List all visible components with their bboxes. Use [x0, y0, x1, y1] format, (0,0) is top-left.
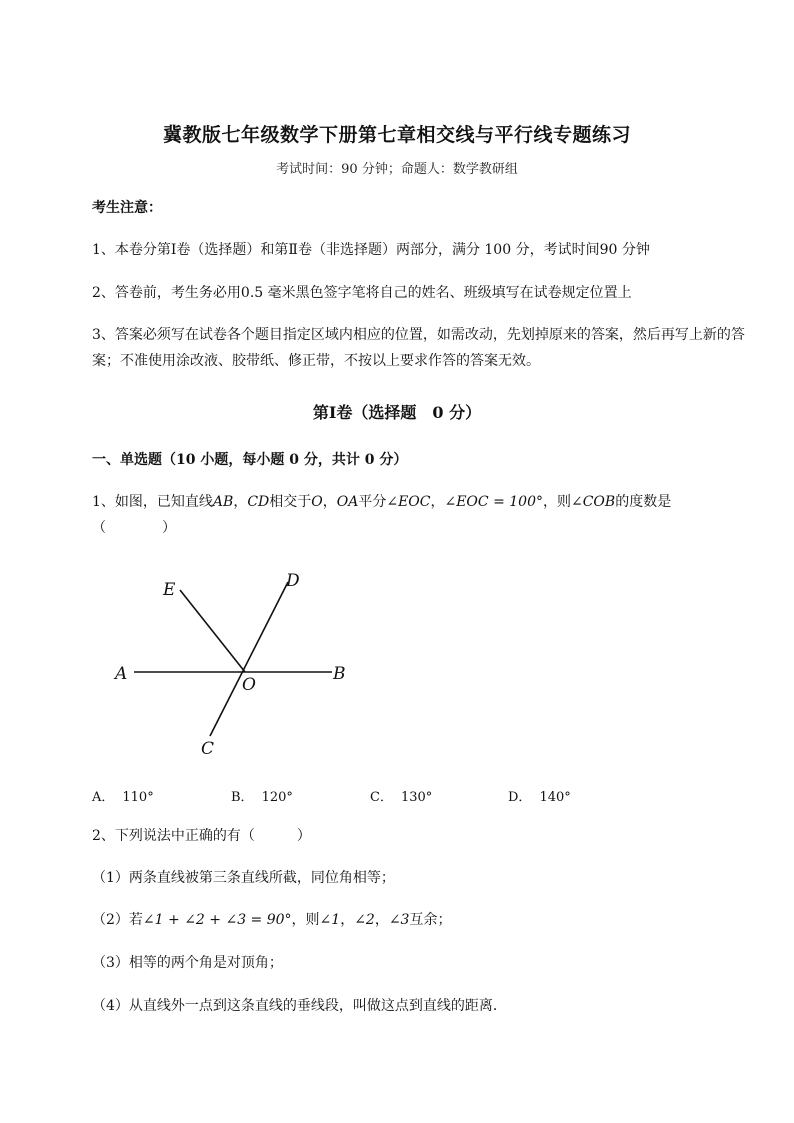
q1-text-5: 的度数是 [615, 494, 672, 510]
q1-option-a-label: A． [92, 790, 115, 805]
q1-option-b-value: 120° [261, 790, 293, 805]
label-a: A [115, 664, 128, 684]
q1-text-4: ，则 [542, 494, 571, 510]
q2-statement-3: （3）相等的两个角是对顶角； [92, 955, 283, 971]
label-b: B [333, 664, 346, 684]
q1-ray-oa: OA [336, 494, 359, 510]
q1-option-c-value: 130° [400, 790, 433, 805]
page-title: 冀教版七年级数学下册第七章相交线与平行线专题练习 [162, 124, 631, 146]
notice-item-3: 3、答案必须写在试卷各个题目指定区域内相应的位置，如需改动，先划掉原来的答案，然后再写上新的答案；不准使用涂改液、胶带纸、修正带，不按以上要求作答的答案无效。 [92, 327, 745, 369]
q2-s2-comma-2: ， [374, 912, 389, 928]
q2-statement-2 [92, 910, 451, 930]
q2-s2-prefix: （2）若 [92, 912, 143, 928]
part-title: 一、单选题（10 小题，每小题 0 分，共计 0 分） [92, 452, 408, 468]
q1-option-d[interactable] [508, 786, 571, 805]
q1-sep-2: ， [322, 494, 337, 510]
section-title: 第Ⅰ卷（选择题 0 分） [312, 403, 482, 422]
q1-text-1: 1、如图，已知直线 [92, 494, 213, 510]
q2-s2-suffix: 互余； [409, 912, 452, 928]
q1-sep-1: ， [233, 494, 248, 510]
question-1-answer-paren: （ ） [92, 520, 176, 536]
q2-s2-angle-3: ∠3 [388, 912, 410, 928]
q1-text-3: 平分 [358, 494, 387, 510]
notice-heading: 考生注意： [92, 200, 162, 216]
question-1-stem [92, 492, 671, 512]
q1-line-cd: CD [247, 494, 270, 510]
q2-s2-mid: ，则 [291, 912, 320, 928]
q1-angle-eoc-value: ∠EOC = 100° [444, 494, 543, 510]
ray-oe [180, 590, 245, 672]
q1-option-d-value: 140° [539, 790, 571, 805]
label-o: O [242, 675, 256, 695]
q1-option-a-value: 110° [122, 790, 154, 805]
q2-statement-4: （4）从直线外一点到这条直线的垂线段，叫做这点到直线的距离． [92, 998, 507, 1014]
q1-option-b-label: B． [231, 790, 254, 805]
q2-s2-comma-1: ， [340, 912, 355, 928]
line-cd [210, 582, 288, 736]
q1-line-ab: AB [212, 494, 234, 510]
q1-angle-cob: ∠COB [570, 494, 616, 510]
q1-point-o: O [311, 494, 323, 510]
question-1-figure [100, 560, 370, 770]
q1-option-c[interactable] [370, 786, 432, 805]
notice-item-1: 1、本卷分第Ⅰ卷（选择题）和第Ⅱ卷（非选择题）两部分，满分 100 分，考试时间90 分钟 [92, 242, 650, 258]
q1-angle-eoc: ∠EOC [386, 494, 431, 510]
q2-s2-angle-2: ∠2 [354, 912, 375, 928]
q2-s2-angle-1: ∠1 [319, 912, 341, 928]
q2-s2-equation: ∠1 + ∠2 + ∠3 = 90° [142, 912, 292, 928]
label-c: C [201, 739, 215, 759]
q1-option-a[interactable] [92, 786, 154, 805]
q1-option-c-label: C． [370, 790, 393, 805]
q1-sep-3: ， [430, 494, 445, 510]
question-2-stem: 2、下列说法中正确的有（ ） [92, 828, 311, 844]
q1-option-b[interactable] [231, 786, 293, 805]
q1-option-d-label: D． [508, 790, 532, 805]
q2-statement-1: （1）两条直线被第三条直线所截，同位角相等； [92, 870, 395, 886]
q1-text-2: 相交于 [269, 494, 312, 510]
label-d: D [286, 571, 300, 591]
page-subtitle: 考试时间：90 分钟；命题人：数学教研组 [276, 162, 518, 177]
label-e: E [163, 580, 176, 600]
notice-item-2: 2、答卷前，考生务必用0.5 毫米黑色签字笔将自己的姓名、班级填写在试卷规定位置上 [92, 285, 632, 301]
